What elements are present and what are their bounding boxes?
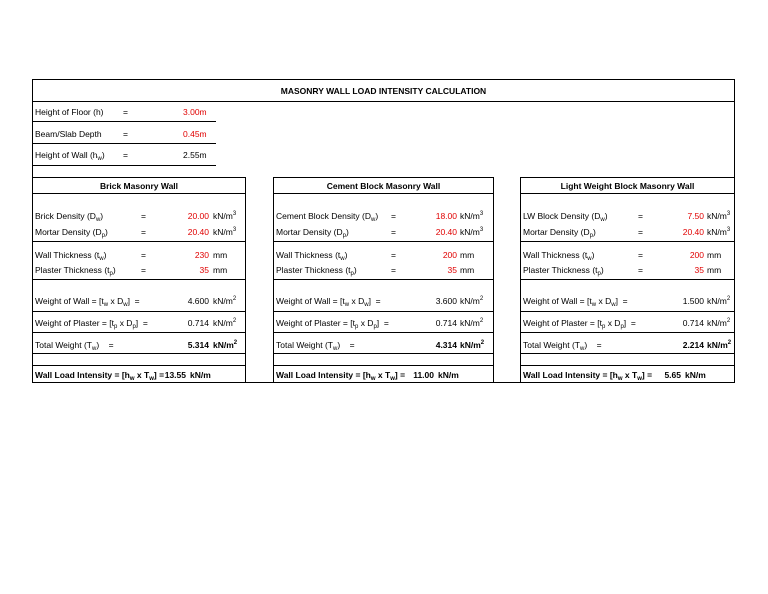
wall-thickness-eq: = [638, 250, 643, 260]
mortar-density-eq: = [141, 227, 146, 237]
wall-weight-unit: $kN/m^2$ [460, 296, 484, 306]
row-divider [33, 143, 216, 144]
title-divider [33, 101, 734, 102]
density-value: 20.00 [187, 211, 209, 221]
row-divider [33, 353, 245, 354]
row-divider [274, 365, 493, 366]
density-value: 18.00 [435, 211, 457, 221]
floor-height-value: 3.00m [183, 107, 207, 117]
wall-weight-label: Weight of Wall = [$t_w$ x $D_w$] = [523, 296, 628, 308]
row-divider [274, 353, 493, 354]
calculation-sheet [32, 79, 735, 383]
beam-depth-eq: = [123, 129, 128, 139]
mortar-density-value: 20.40 [435, 227, 457, 237]
section-title-divider [521, 193, 734, 194]
row-divider [33, 165, 216, 166]
wall-thickness-value: 200 [442, 250, 457, 260]
mortar-density-value: 20.40 [187, 227, 209, 237]
density-label: LW Block Density $(D_w)$ [523, 211, 608, 223]
plaster-thickness-unit: mm [213, 265, 228, 275]
total-weight-label: Total Weight $(T_w)$ = [523, 340, 602, 352]
wall-thickness-label: Wall Thickness $(t_w)$ [523, 250, 595, 262]
mortar-density-unit: $kN/m^3$ [460, 227, 484, 237]
total-weight-unit: $kN/m^2$ [460, 340, 485, 350]
density-eq: = [391, 211, 396, 221]
plaster-thickness-unit: mm [460, 265, 475, 275]
density-unit: $kN/m^3$ [460, 211, 484, 221]
plaster-thickness-label: Plaster Thickness $(t_p)$ [523, 265, 604, 277]
intensity-value: 11.00 [413, 370, 434, 380]
total-weight-value: 4.314 [435, 340, 457, 350]
density-eq: = [638, 211, 643, 221]
wall-weight-unit: $kN/m^2$ [707, 296, 731, 306]
section-title-divider [33, 193, 245, 194]
mortar-density-label: Mortar Density $(D_p)$ [523, 227, 596, 239]
wall-height-value: 2.55m [183, 150, 207, 160]
wall-height-label: Height of Wall $(h_w)$ [35, 150, 105, 162]
total-weight-value: 5.314 [187, 340, 209, 350]
mortar-density-label: Mortar Density $(D_p)$ [35, 227, 108, 239]
plaster-weight-label: Weight of Plaster = [$t_p$ x $D_p$] = [523, 318, 636, 330]
wall-thickness-eq: = [141, 250, 146, 260]
floor-height-label: Height of Floor (h) [35, 107, 104, 117]
plaster-weight-unit: $kN/m^2$ [213, 318, 237, 328]
wall-weight-value: 4.600 [187, 296, 209, 306]
plaster-thickness-label: Plaster Thickness $(t_p)$ [276, 265, 357, 277]
row-divider [274, 332, 493, 333]
density-label: Cement Block Density $(D_w)$ [276, 211, 379, 223]
row-divider [521, 365, 734, 366]
wall-weight-value: 3.600 [435, 296, 457, 306]
intensity-label: Wall Load Intensity = [$h_w$ x $T_w$] = [35, 370, 165, 382]
floor-height-eq: = [123, 107, 128, 117]
column-gap-line [245, 177, 246, 383]
plaster-weight-value: 0.714 [682, 318, 704, 328]
total-weight-unit: $kN/m^2$ [213, 340, 238, 350]
plaster-thickness-eq: = [638, 265, 643, 275]
plaster-thickness-unit: mm [707, 265, 722, 275]
mortar-density-value: 20.40 [682, 227, 704, 237]
row-divider [521, 311, 734, 312]
intensity-label: Wall Load Intensity = [$h_w$ x $T_w$] = [523, 370, 653, 382]
total-weight-unit: $kN/m^2$ [707, 340, 732, 350]
sheet-title: MASONRY WALL LOAD INTENSITY CALCULATION [280, 86, 487, 96]
wall-height-eq: = [123, 150, 128, 160]
row-divider [33, 121, 216, 122]
intensity-value: 5.65 [664, 370, 681, 380]
plaster-weight-value: 0.714 [187, 318, 209, 328]
row-divider [274, 311, 493, 312]
section-title-divider [274, 193, 493, 194]
row-divider [33, 332, 245, 333]
section-title: Light Weight Block Masonry Wall [560, 181, 695, 191]
mortar-density-unit: $kN/m^3$ [213, 227, 237, 237]
density-unit: $kN/m^3$ [707, 211, 731, 221]
total-weight-label: Total Weight $(T_w)$ = [276, 340, 355, 352]
section-top-border [274, 177, 493, 178]
section-top-border [521, 177, 734, 178]
wall-thickness-unit: mm [213, 250, 228, 260]
row-divider [33, 311, 245, 312]
section-title: Brick Masonry Wall [99, 181, 179, 191]
row-divider [274, 241, 493, 242]
plaster-thickness-value: 35 [199, 265, 209, 275]
row-divider [33, 365, 245, 366]
intensity-label: Wall Load Intensity = [$h_w$ x $T_w$] = [276, 370, 406, 382]
wall-thickness-eq: = [391, 250, 396, 260]
intensity-value: 13.55 [164, 370, 186, 380]
row-divider [33, 279, 245, 280]
row-divider [33, 241, 245, 242]
mortar-density-label: Mortar Density $(D_p)$ [276, 227, 349, 239]
row-divider [521, 241, 734, 242]
plaster-thickness-value: 35 [447, 265, 457, 275]
wall-weight-value: 1.500 [682, 296, 704, 306]
wall-thickness-value: 200 [689, 250, 704, 260]
beam-depth-value: 0.45m [183, 129, 207, 139]
intensity-unit: kN/m [685, 370, 706, 380]
density-eq: = [141, 211, 146, 221]
intensity-unit: kN/m [438, 370, 459, 380]
mortar-density-unit: $kN/m^3$ [707, 227, 731, 237]
density-label: Brick Density $(D_w)$ [35, 211, 104, 223]
wall-weight-label: Weight of Wall = [$t_w$ x $D_w$] = [35, 296, 140, 308]
plaster-weight-label: Weight of Plaster = [$t_p$ x $D_p$] = [35, 318, 148, 330]
wall-thickness-unit: mm [707, 250, 722, 260]
row-divider [274, 279, 493, 280]
mortar-density-eq: = [638, 227, 643, 237]
section-top-border [33, 177, 245, 178]
wall-thickness-value: 230 [194, 250, 209, 260]
total-weight-label: Total Weight $(T_w)$ = [35, 340, 114, 352]
intensity-unit: kN/m [190, 370, 211, 380]
mortar-density-eq: = [391, 227, 396, 237]
wall-thickness-unit: mm [460, 250, 475, 260]
density-value: 7.50 [687, 211, 704, 221]
plaster-thickness-value: 35 [694, 265, 704, 275]
total-weight-value: 2.214 [682, 340, 704, 350]
wall-weight-label: Weight of Wall = [$t_w$ x $D_w$] = [276, 296, 381, 308]
row-divider [521, 353, 734, 354]
plaster-weight-value: 0.714 [435, 318, 457, 328]
plaster-thickness-eq: = [141, 265, 146, 275]
wall-thickness-label: Wall Thickness $(t_w)$ [276, 250, 348, 262]
row-divider [521, 332, 734, 333]
plaster-thickness-label: Plaster Thickness $(t_p)$ [35, 265, 116, 277]
column-gap-line [493, 177, 494, 383]
density-unit: $kN/m^3$ [213, 211, 237, 221]
plaster-weight-unit: $kN/m^2$ [707, 318, 731, 328]
plaster-weight-unit: $kN/m^2$ [460, 318, 484, 328]
wall-thickness-label: Wall Thickness $(t_w)$ [35, 250, 107, 262]
plaster-weight-label: Weight of Plaster = [$t_p$ x $D_p$] = [276, 318, 389, 330]
beam-depth-label: Beam/Slab Depth [35, 129, 102, 139]
wall-weight-unit: $kN/m^2$ [213, 296, 237, 306]
section-title: Cement Block Masonry Wall [326, 181, 441, 191]
row-divider [521, 279, 734, 280]
plaster-thickness-eq: = [391, 265, 396, 275]
